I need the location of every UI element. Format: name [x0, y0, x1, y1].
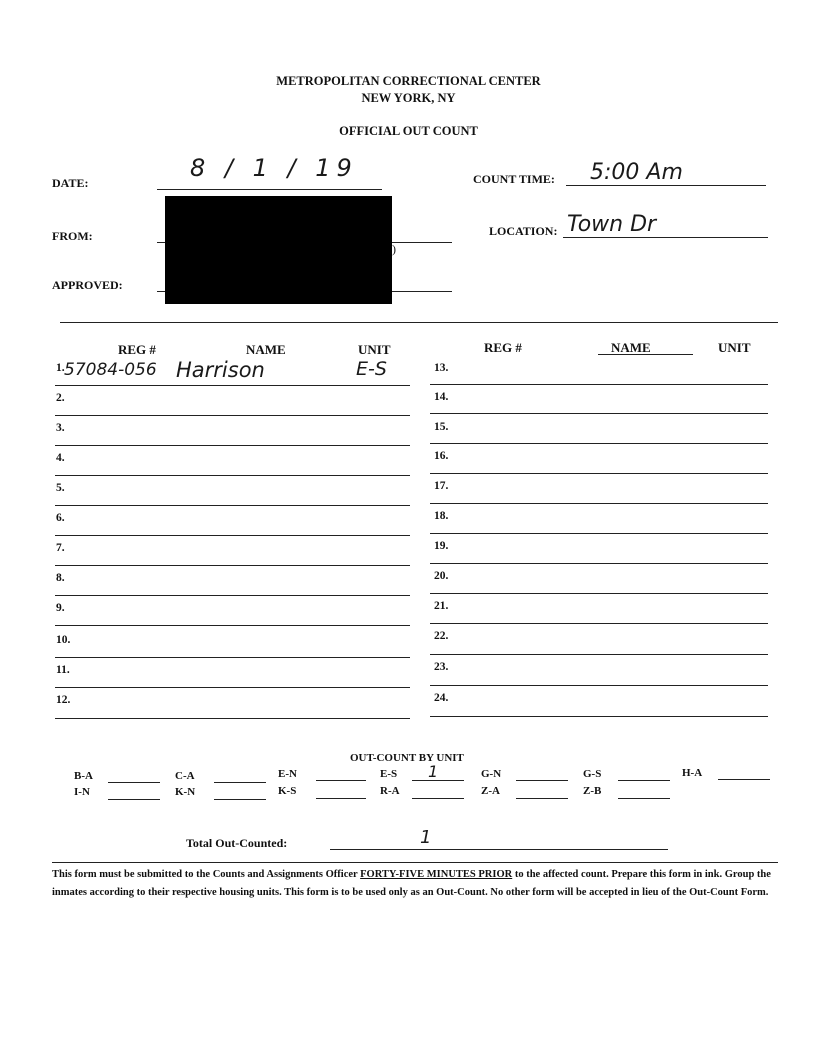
from-label: FROM: [52, 229, 93, 243]
row-num: 5. [56, 482, 65, 494]
unit-code: K-S [278, 785, 297, 797]
row-num: 17. [434, 480, 449, 492]
row-num: 11. [56, 664, 70, 676]
row-num: 22. [434, 630, 449, 642]
unit-code: Z-B [583, 785, 602, 797]
row-num: 13. [434, 362, 449, 374]
unit-code: H-A [682, 767, 703, 779]
row-num: 15. [434, 421, 449, 433]
org-name: METROPOLITAN CORRECTIONAL CENTER [276, 74, 541, 88]
name-header-underline [598, 354, 693, 355]
row-num: 20. [434, 570, 449, 582]
count-time-value: 5:00 Am [590, 160, 683, 185]
row-num: 10. [56, 634, 71, 646]
reg-header-right: REG # [484, 340, 522, 355]
redaction-block [165, 196, 392, 304]
row-num: 7. [56, 542, 65, 554]
row-num: 6. [56, 512, 65, 524]
row-num: 18. [434, 510, 449, 522]
row-num: 19. [434, 540, 449, 552]
row-num: 1. [56, 362, 65, 374]
location-label: LOCATION: [489, 224, 558, 238]
total-value: 1 [420, 827, 432, 848]
unit-code: K-N [175, 786, 196, 798]
unit-code: B-A [74, 770, 93, 782]
row-num: 16. [434, 450, 449, 462]
unit-code: G-S [583, 768, 602, 780]
unit-code: R-A [380, 785, 400, 797]
form-title: OFFICIAL OUT COUNT [339, 124, 478, 138]
date-line [157, 189, 382, 190]
row-num: 14. [434, 391, 449, 403]
paren-mark: ) [392, 242, 396, 256]
unit-code: Z-A [481, 785, 500, 797]
reg-header-left: REG # [118, 342, 156, 357]
out-count-title: OUT-COUNT BY UNIT [350, 752, 464, 764]
approved-label: APPROVED: [52, 278, 123, 292]
location-line [563, 237, 768, 238]
name-header-right: NAME [611, 340, 651, 355]
row-num: 21. [434, 600, 449, 612]
footer-separator [52, 862, 778, 863]
city-name: NEW YORK, NY [361, 91, 456, 105]
footer-instructions: This form must be submitted to the Counts and Assignments Officer FORTY-FIVE MINUTES PRIOR to the affected count. Prepare this form in ink. Group the inmates according to their respective housing units. This form is to be used only as an Out-Count. No other form will be accepted in lieu of the Out-Count Form. [52, 869, 771, 898]
name-header-left: NAME [246, 342, 286, 357]
date-label: DATE: [52, 176, 89, 190]
unit-code: E-S [380, 768, 398, 780]
count-time-line [566, 185, 766, 186]
row-num: 8. [56, 572, 65, 584]
location-value: Town Dr [567, 212, 657, 237]
row-num: 2. [56, 392, 65, 404]
row-num: 23. [434, 661, 449, 673]
unit-header-left: UNIT [358, 342, 391, 357]
row-num: 9. [56, 602, 65, 614]
date-value: 8 / 1 / 19 [190, 154, 358, 182]
section-separator [60, 322, 778, 323]
unit-code: C-A [175, 770, 195, 782]
unit-code: I-N [74, 786, 90, 798]
unit-code: E-N [278, 768, 297, 780]
count-time-label: COUNT TIME: [473, 172, 555, 186]
row-num: 24. [434, 692, 449, 704]
unit-header-right: UNIT [718, 340, 751, 355]
row-num: 4. [56, 452, 65, 464]
row-1-name: Harrison [176, 358, 265, 382]
row-num: 3. [56, 422, 65, 434]
total-label: Total Out-Counted: [186, 836, 288, 850]
row-1-reg: 57084-056 [64, 360, 157, 380]
unit-es-value: 1 [428, 762, 439, 781]
unit-code: G-N [481, 768, 502, 780]
row-num: 12. [56, 694, 71, 706]
row-1-unit: E-S [356, 358, 387, 380]
